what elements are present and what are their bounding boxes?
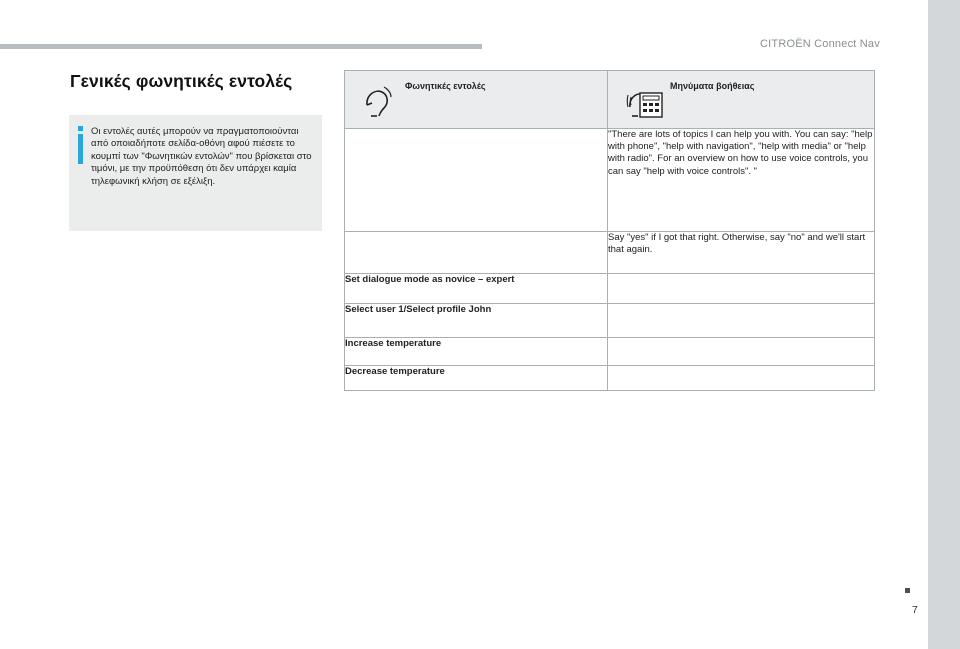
command-cell: Set dialogue mode as novice – expert [345, 274, 608, 304]
header-rule [0, 44, 482, 49]
info-box [69, 115, 322, 231]
table-header-row [345, 71, 875, 129]
page-edge-strip [928, 0, 960, 649]
table-row [345, 366, 875, 391]
table-row [345, 274, 875, 304]
message-cell [608, 338, 875, 366]
message-cell [608, 366, 875, 391]
voice-command-icon [363, 85, 393, 117]
header-commands [345, 71, 608, 129]
table-row [345, 338, 875, 366]
header-commands-label: Φωνητικές εντολές [405, 81, 486, 91]
command-cell: Increase temperature [345, 338, 608, 366]
table-row [345, 232, 875, 274]
table-row [345, 129, 875, 232]
message-cell: Say "yes" if I got that right. Otherwise, say "no" and we'll start that again. [608, 232, 875, 274]
command-cell: Select user 1/Select profile John [345, 304, 608, 338]
product-title: CITROËN Connect Nav [760, 38, 880, 50]
page-number: 7 [912, 604, 918, 616]
command-cell [345, 232, 608, 274]
command-cell: Decrease temperature [345, 366, 608, 391]
help-message-icon [626, 85, 666, 119]
voice-commands-table [344, 70, 875, 391]
info-icon [76, 126, 86, 164]
command-cell [345, 129, 608, 232]
header-messages [608, 71, 875, 129]
section-title: Γενικές φωνητικές εντολές [70, 71, 293, 91]
message-cell [608, 304, 875, 338]
message-cell: "There are lots of topics I can help you with. You can say: "help with phone", "help with navigation", "help with media" or "help with radio". For an overview on how to use voice controls, you can say "help with voice controls". " [608, 129, 875, 232]
table-row [345, 304, 875, 338]
page-marker [905, 588, 910, 593]
header-messages-label: Μηνύματα βοήθειας [670, 81, 755, 91]
message-cell [608, 274, 875, 304]
info-text: Οι εντολές αυτές μπορούν να πραγματοποιούνται από οποιαδήποτε σελίδα-οθόνη αφού πιέσετε το κουμπί των "Φωνητικών εντολών" που βρίσκεται στο τιμόνι, με την προϋπόθεση ότι δεν υπάρχει καμία τηλεφωνική κλήση σε εξέλιξη. [91, 126, 312, 187]
